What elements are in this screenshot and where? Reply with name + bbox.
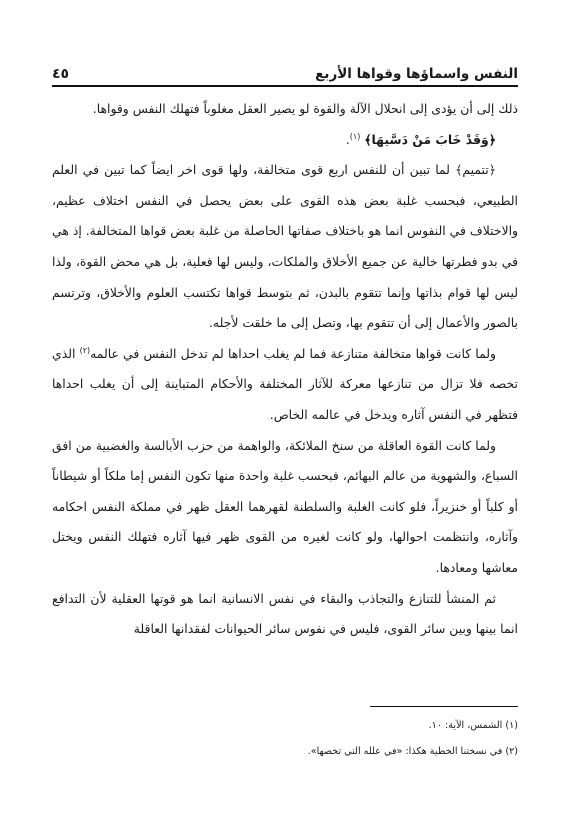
quran-verse: ﴿وَقَدْ خَابَ مَنْ دَسَّيهَا﴾ <box>364 131 496 147</box>
header-divider <box>52 85 518 87</box>
paragraph-3-part-a: ولما كانت قواها متخالفة متنازعة فما لم يغلب احداها لم تدخل النفس في عالمه <box>90 345 496 361</box>
footnotes <box>52 713 518 765</box>
footnote-2: (٢) في نسختنا الخطية هكذا: «في علله التي تخصها». <box>307 746 518 757</box>
running-header <box>52 60 518 82</box>
paragraph-3-part-b: الذي تخصه فلا تزال من تنازعها معركة للآثار المختلفة والأحكام المتباينة إلى أن يغلب احداها فتظهر في النفس آثاره ويدخل في عالمه الخاص. <box>52 345 518 422</box>
footnote-marker-2: (٢) <box>79 345 91 355</box>
verse-line: ﴿وَقَدْ خَابَ مَنْ دَسَّيهَا﴾ $^{(١)}$. <box>345 131 496 147</box>
paragraph-5: ثم المنشأ للتنازع والتجاذب والبقاء في نفس الانسانية انما هو قوتها العقلية لأن التدافع انما بينها وبين سائر القوى، فليس في نفوس سائر الحيوانات لفقدانها العاقلة <box>52 590 518 637</box>
chapter-title: النفس واسماؤها وقواها الأربع <box>315 66 518 82</box>
main-text <box>52 94 518 645</box>
paragraph-3 <box>52 339 518 431</box>
paragraph-1: ذلك إلى أن يؤدى إلى انحلال الآلة والقوة لو يصير العقل مغلوباً فتهلك النفس وقواها. <box>92 101 518 116</box>
footnote-divider <box>370 706 518 707</box>
paragraph-2: ﴿تتميم﴾ لما تبين أن للنفس اربع قوى متخالفة، ولها قوى اخر ايضاً كما تبين في العلم الطبيعي، فبحسب غلبة بعض هذه القوى على بعض يحصل في النفس اختلاف عظيم، والاختلاف في النفوس انما هو باختلاف صفاتها الحاصلة من غلبة بعض قواها المتخالفة. إذ هي في بدو فطرتها خالية عن جميع الأخلاق والملكات، وليس لها فعلية، بل هي محض القوة، ولذا ليس لها قوام بذاتها وإنما تتقوم بالبدن، ثم بتوسط قواها تكتسب العلوم والأخلاق، وترتسم بالصور والأعمال إلى أن تتقوم بها، وتصل إلى ما خلقت لأجله. <box>52 162 518 331</box>
page-number: ٤٥ <box>52 66 70 82</box>
footnote-marker-1: (١) <box>349 131 361 141</box>
paragraph-4: ولما كانت القوة العاقلة من سنخ الملائكة، والواهمة من حزب الأبالسة والغضبية من افق السباع، والشهوية من عالم البهائم، فبحسب غلبة واحدة منها تكون النفس إما ملكاً أو شيطاناً أو كلباً أو خنزيراً، فلو كانت الغلبة والسلطنة لقهرهما العقل ظهر في مملكة النفس احكامه وآثاره، وانتظمت احوالها، ولو كانت لغيره من القوى ظهر فيها آثاره فتهلك النفس ويختل معاشها ومعادها. <box>52 437 518 575</box>
footnote-1: (١) الشمس، الآية: ١٠. <box>428 720 518 731</box>
